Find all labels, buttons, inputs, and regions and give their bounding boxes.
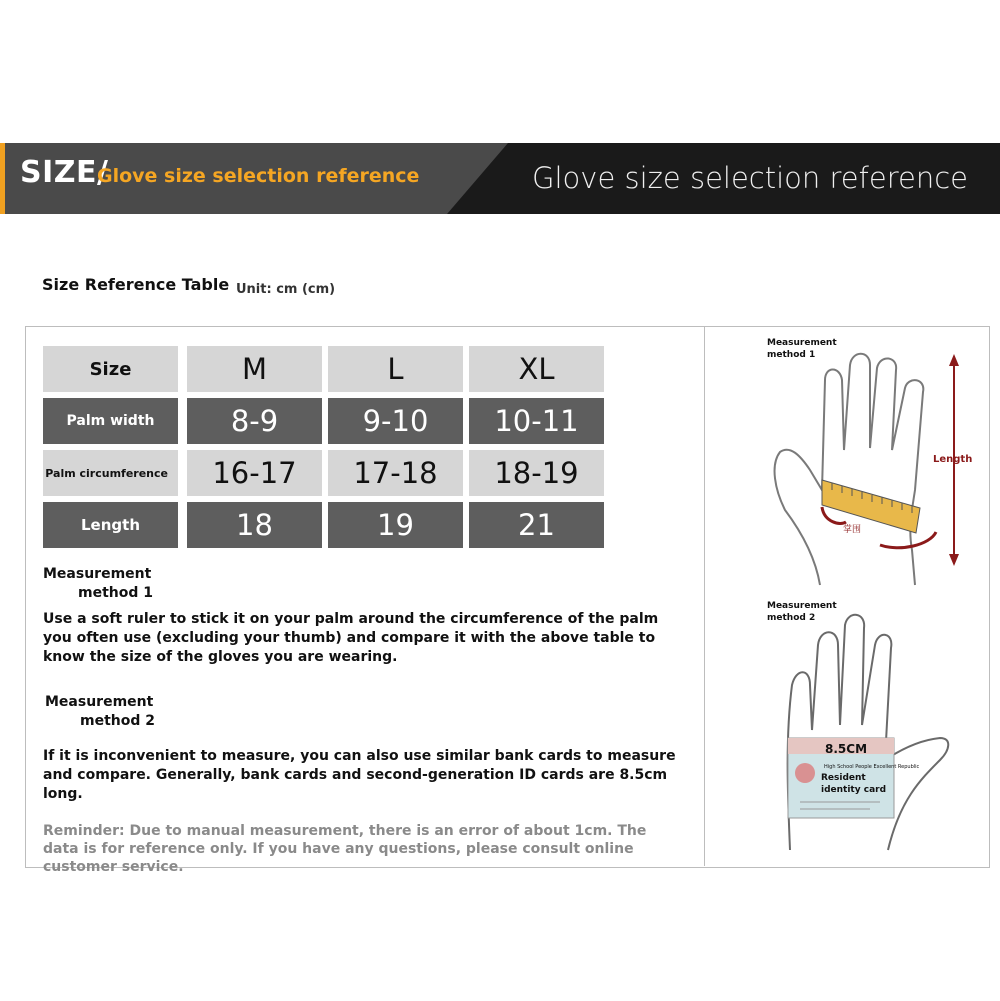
- card-title-line2: identity card: [821, 785, 887, 795]
- table-cell: 16-17: [187, 450, 322, 496]
- palm-arrow-right: [880, 532, 936, 548]
- palm-label: 掌围: [843, 525, 862, 535]
- method2-body: If it is inconvenient to measure, you can also use similar bank cards to measure and compare. Generally, bank cards and second-generation ID cards are 8.5cm long.: [43, 748, 676, 802]
- row-label-palm-circumference: Palm circumference: [43, 450, 178, 496]
- table-cell: 19: [328, 502, 463, 548]
- method1-heading-line1: Measurement: [43, 566, 152, 582]
- table-header-xl: XL: [469, 346, 604, 392]
- reference-unit: Unit: cm (cm): [236, 282, 336, 297]
- hand-outline: [775, 354, 924, 585]
- illustration-method1-label-2: method 1: [767, 350, 816, 360]
- table-cell: 10-11: [469, 398, 604, 444]
- hand-measurement-illustration: [740, 340, 990, 590]
- header-banner: [0, 143, 1000, 214]
- banner-size-label: SIZE/: [20, 155, 109, 190]
- card-title-line1: Resident: [821, 773, 866, 783]
- content-divider: [704, 326, 705, 866]
- table-cell: 21: [469, 502, 604, 548]
- card-size-label: 8.5CM: [825, 742, 868, 756]
- card-measurement-illustration: [770, 610, 970, 860]
- table-header-m: M: [187, 346, 322, 392]
- table-cell: 17-18: [328, 450, 463, 496]
- card-header-text: High School People Excellent Republic: [824, 764, 920, 770]
- reference-table-title: Size Reference Table: [42, 275, 230, 294]
- card-emblem: [795, 763, 815, 783]
- illustration-method2-label-2: method 2: [767, 613, 816, 623]
- method1-body: Use a soft ruler to stick it on your palm around the circumference of the palm you often use (excluding your thumb) and compare it with the above table to know the size of the gloves you are wearing.: [43, 611, 659, 665]
- banner-subtitle: Glove size selection reference: [97, 165, 420, 187]
- reminder-text: Reminder: Due to manual measurement, there is an error of about 1cm. The data is for reference only. If you have any questions, please consult online customer service.: [43, 823, 647, 875]
- banner-accent-bar: [0, 143, 5, 214]
- table-header-l: L: [328, 346, 463, 392]
- table-cell: 18: [187, 502, 322, 548]
- illustration-method2-label-1: Measurement: [767, 601, 837, 611]
- banner-right-title: Glove size selection reference: [532, 161, 968, 195]
- method1-heading-line2: method 1: [78, 585, 153, 601]
- table-cell: 18-19: [469, 450, 604, 496]
- method2-heading-line1: Measurement: [45, 694, 154, 710]
- method2-heading-line2: method 2: [80, 713, 155, 729]
- ruler-tape: [822, 480, 920, 533]
- illustration-method1-label-1: Measurement: [767, 338, 837, 348]
- table-cell: 9-10: [328, 398, 463, 444]
- table-cell: 8-9: [187, 398, 322, 444]
- row-label-palm-width: Palm width: [43, 398, 178, 444]
- table-header-size: Size: [43, 346, 178, 392]
- length-label: Length: [933, 454, 973, 465]
- row-label-length: Length: [43, 502, 178, 548]
